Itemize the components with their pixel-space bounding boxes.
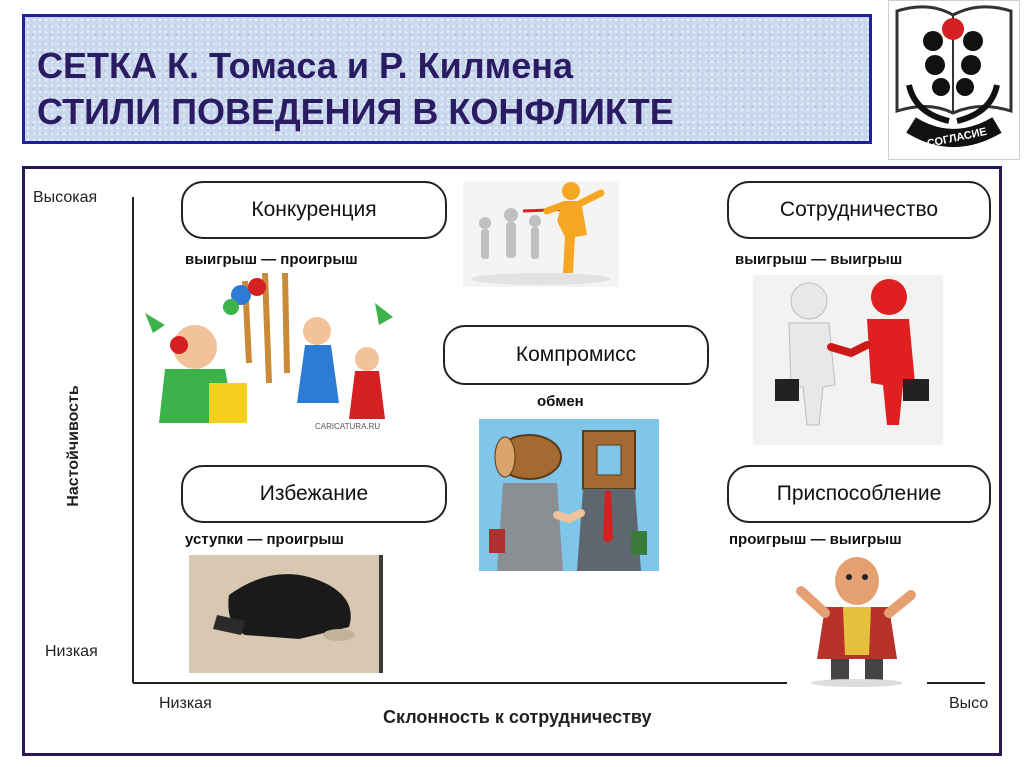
title-line-2: СТИЛИ ПОВЕДЕНИЯ В КОНФЛИКТЕ: [37, 91, 674, 132]
y-axis-title: Настойчивость: [65, 385, 82, 507]
handshake-figures-illustration: [753, 275, 943, 445]
clown-caricature-illustration: [145, 273, 395, 439]
caricature-credit: CARICATURA.RU: [315, 422, 381, 431]
cartoon-man-illustration: [787, 551, 927, 687]
conflict-grid: [22, 166, 1002, 756]
style-compromise: Компромисс: [443, 325, 709, 385]
x-axis-title: Склонность к сотрудничеству: [383, 707, 652, 727]
outcome-collaboration: выигрыш — выигрыш: [735, 251, 903, 268]
y-axis-high-label: Высокая: [33, 189, 98, 206]
style-avoidance: Избежание: [181, 465, 447, 523]
outcome-competition: выигрыш — проигрыш: [185, 251, 358, 268]
outcome-accommodation: проигрыш — выигрыш: [729, 531, 902, 548]
y-axis-low-label: Низкая: [45, 643, 98, 660]
title-banner: [22, 14, 872, 144]
outcome-avoidance: уступки — проигрыш: [185, 531, 344, 548]
outcome-compromise: обмен: [537, 393, 584, 410]
log-heads-handshake-illustration: [479, 419, 659, 571]
style-accommodation: Приспособление: [727, 465, 991, 523]
logo-text: СОГЛАСИЕ: [926, 125, 988, 151]
style-collaboration: Сотрудничество: [727, 181, 991, 239]
style-competition: Конкуренция: [181, 181, 447, 239]
runners-illustration: [463, 181, 619, 287]
head-in-sand-illustration: [189, 555, 383, 673]
x-axis-high-label: Высо: [949, 695, 989, 712]
soglasie-logo: [888, 0, 1020, 160]
title-line-1: СЕТКА К. Томаса и Р. Килмена: [37, 45, 573, 86]
x-axis-low-label: Низкая: [159, 695, 212, 712]
